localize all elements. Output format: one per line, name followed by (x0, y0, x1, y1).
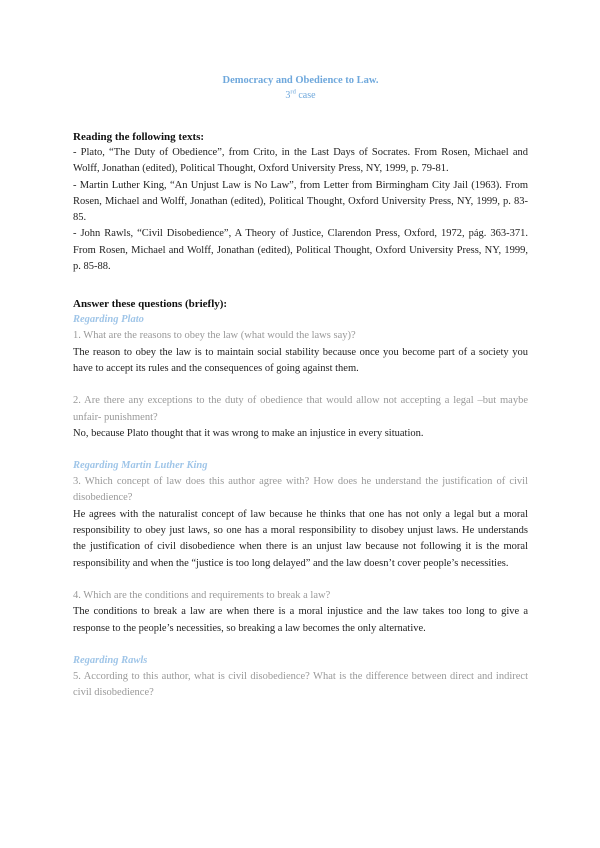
subheading-plato: Regarding Plato (73, 314, 144, 326)
subheading-rawls: Regarding Rawls (73, 654, 148, 666)
case-ordinal-suffix: rd (290, 88, 296, 96)
answer-4: The conditions to break a law are when there is a moral injustice and the law takes too long to give a response to the people’s necessities, so breaking a law becomes the only alternative. (73, 606, 528, 634)
case-label-line (73, 89, 528, 103)
question-5: 5. According to this author, what is civil disobedience? What is the difference between direct and indirect civil disobedience? (73, 670, 528, 699)
spacer (73, 637, 528, 653)
question-1: 1. What are the reasons to obey the law (what would the laws say)? (73, 330, 356, 342)
reading-item: - Martin Luther King, “An Unjust Law is No Law”, from Letter from Birmingham City Jail (1963). From Rosen, Michael and Wolff, Jonathan (edited), Political Thought, Oxford University Press, NY, 1999, p. 83-85. (73, 179, 528, 224)
document-title: Democracy and Obedience to Law. (222, 75, 379, 86)
answer-2: No, because Plato thought that it was wrong to make an injustice in every situation. (73, 427, 424, 439)
answers-heading: Answer these questions (briefly): (73, 298, 228, 311)
question-3: 3. Which concept of law does this author agree with? How does he understand the justification of civil disobedience? (73, 476, 528, 504)
case-number: 3 (285, 90, 291, 101)
reading-item: - John Rawls, “Civil Disobedience”, A Theory of Justice, Clarendon Press, Oxford, 1972, pág. 363-371. From Rosen, Michael and Wolff, Jonathan (edited), Political Thought, Oxford University Press, NY, 1999, p. 85-88. (73, 228, 528, 273)
reading-list (73, 145, 528, 275)
question-4: 4. Which are the conditions and requirements to break a law? (73, 589, 331, 601)
question-2: 2. Are there any exceptions to the duty of obedience that would allow not accepting a legal –but maybe unfair- punishment? (73, 395, 528, 423)
reading-item: - Plato, “The Duty of Obedience”, from Crito, in the Last Days of Socrates. From Rosen, Michael and Wolff, Jonathan (edited), Political Thought, Oxford University Press, NY, 1999, p. 79-81. (73, 147, 528, 175)
case-label: case (298, 90, 316, 101)
reading-heading: Reading the following texts: (73, 131, 205, 143)
spacer (73, 442, 528, 458)
answer-1: The reason to obey the law is to maintain social stability because once you become part of a society you have to accept its rules and the consequences of going against them. (73, 346, 528, 374)
subheading-mlk: Regarding Martin Luther King (73, 460, 208, 472)
spacer (73, 377, 528, 393)
answer-3: He agrees with the naturalist concept of law because he thinks that one has not only a legal but a moral responsibility to obey just laws, so one has a moral responsibility to disobey unjust laws. He understands the justification of civil disobedience when there is an unjust law because not following it is the moral responsibility and when the “justice is too long delayed” and the law doesn’t cover people’s necessities. (73, 508, 528, 569)
spacer (73, 572, 528, 588)
